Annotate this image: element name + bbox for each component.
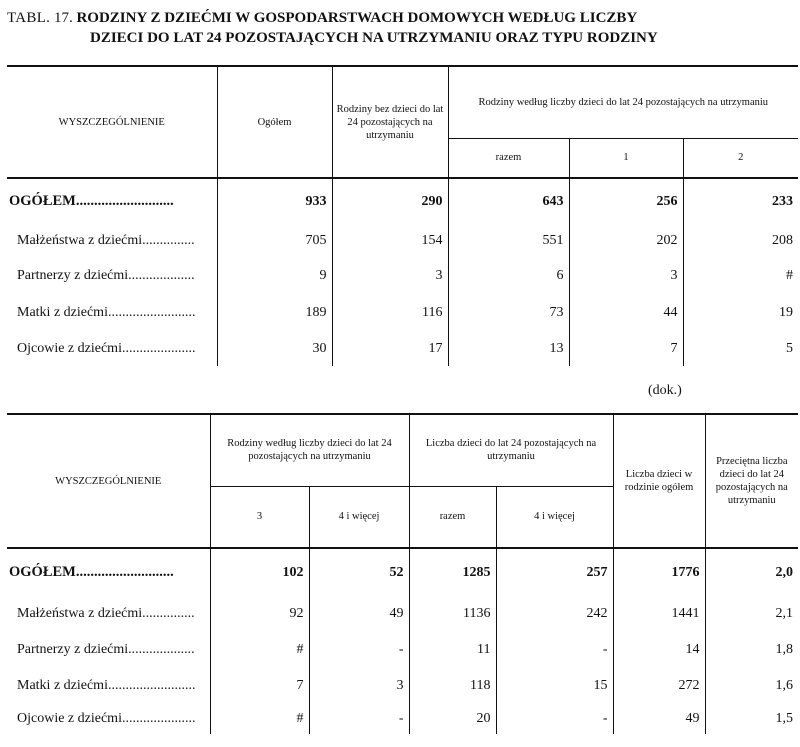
cell: - bbox=[309, 632, 409, 668]
cell: 233 bbox=[683, 178, 798, 224]
header-2-children: 2 bbox=[683, 138, 798, 178]
cell: 15 bbox=[496, 668, 613, 704]
header-family-children: Liczba dzieci w rodzinie ogółem bbox=[613, 414, 705, 548]
cell: 202 bbox=[569, 224, 683, 258]
cell: 643 bbox=[448, 178, 569, 224]
row-label: Matki z dziećmi......................... bbox=[17, 305, 196, 320]
header-razem: razem bbox=[409, 486, 496, 548]
row-label: Partnerzy z dziećmi................... bbox=[17, 642, 195, 657]
cell: 551 bbox=[448, 224, 569, 258]
row-label: Matki z dziećmi......................... bbox=[17, 678, 196, 693]
row-label: Partnerzy z dziećmi................... bbox=[17, 268, 195, 283]
header-by-children: Rodziny według liczby dzieci do lat 24 pozostających na utrzymaniu bbox=[448, 66, 798, 138]
header-4plus-children: 4 i więcej bbox=[309, 486, 409, 548]
cell: 1,5 bbox=[705, 704, 798, 734]
cell: 1136 bbox=[409, 596, 496, 632]
table-part-2 bbox=[7, 413, 798, 734]
row-label: Małżeństwa z dziećmi............... bbox=[17, 233, 195, 248]
cell: 933 bbox=[217, 178, 332, 224]
header-4plus-count: 4 i więcej bbox=[496, 486, 613, 548]
table-number: 17. bbox=[53, 10, 73, 26]
header-spec: WYSZCZEGÓLNIENIE bbox=[7, 66, 217, 178]
cell: 257 bbox=[496, 548, 613, 596]
table-title bbox=[7, 8, 797, 48]
cell: 2,0 bbox=[705, 548, 798, 596]
cell: 3 bbox=[332, 258, 448, 294]
header-total: Ogółem bbox=[217, 66, 332, 178]
cell: 242 bbox=[496, 596, 613, 632]
header-children-count: Liczba dzieci do lat 24 pozostających na utrzymaniu bbox=[409, 414, 613, 486]
cell: 102 bbox=[210, 548, 309, 596]
cell: 7 bbox=[210, 668, 309, 704]
header-3-children: 3 bbox=[210, 486, 309, 548]
cell: 13 bbox=[448, 332, 569, 366]
row-label: OGÓŁEM........................... bbox=[9, 193, 174, 209]
cell: 20 bbox=[409, 704, 496, 734]
cell: # bbox=[210, 704, 309, 734]
cell: 705 bbox=[217, 224, 332, 258]
header-no-children: Rodziny bez dzieci do lat 24 pozostających na utrzymaniu bbox=[332, 66, 448, 178]
cell: - bbox=[496, 704, 613, 734]
cell: 11 bbox=[409, 632, 496, 668]
cell: 116 bbox=[332, 294, 448, 332]
cell: 2,1 bbox=[705, 596, 798, 632]
header-razem: razem bbox=[448, 138, 569, 178]
continuation-note: (dok.) bbox=[648, 383, 682, 398]
cell: - bbox=[309, 704, 409, 734]
cell: 92 bbox=[210, 596, 309, 632]
cell: 290 bbox=[332, 178, 448, 224]
cell: # bbox=[683, 258, 798, 294]
row-label: Małżeństwa z dziećmi............... bbox=[17, 606, 195, 621]
cell: 154 bbox=[332, 224, 448, 258]
cell: 1776 bbox=[613, 548, 705, 596]
header-average: Przeciętna liczba dzieci do lat 24 pozostających na utrzymaniu bbox=[705, 414, 798, 548]
cell: 73 bbox=[448, 294, 569, 332]
cell: 1,8 bbox=[705, 632, 798, 668]
row-label: Ojcowie z dziećmi..................... bbox=[17, 341, 196, 356]
cell: 189 bbox=[217, 294, 332, 332]
cell: 52 bbox=[309, 548, 409, 596]
header-by-children: Rodziny według liczby dzieci do lat 24 pozostających na utrzymaniu bbox=[210, 414, 409, 486]
cell: 49 bbox=[613, 704, 705, 734]
table-prefix: TABL. bbox=[7, 10, 51, 26]
header-spec: WYSZCZEGÓLNIENIE bbox=[7, 414, 210, 548]
header-1-child: 1 bbox=[569, 138, 683, 178]
cell: 118 bbox=[409, 668, 496, 704]
row-label: Ojcowie z dziećmi..................... bbox=[17, 711, 196, 726]
cell: 208 bbox=[683, 224, 798, 258]
title-line-2: DZIECI DO LAT 24 POZOSTAJĄCYCH NA UTRZYMANIU ORAZ TYPU RODZINY bbox=[90, 30, 658, 46]
title-line-1: RODZINY Z DZIEĆMI W GOSPODARSTWACH DOMOWYCH WEDŁUG LICZBY bbox=[76, 10, 638, 26]
row-label: OGÓŁEM........................... bbox=[9, 564, 174, 580]
cell: # bbox=[210, 632, 309, 668]
cell: - bbox=[496, 632, 613, 668]
cell: 3 bbox=[569, 258, 683, 294]
cell: 44 bbox=[569, 294, 683, 332]
cell: 5 bbox=[683, 332, 798, 366]
cell: 1,6 bbox=[705, 668, 798, 704]
cell: 49 bbox=[309, 596, 409, 632]
cell: 7 bbox=[569, 332, 683, 366]
cell: 3 bbox=[309, 668, 409, 704]
cell: 17 bbox=[332, 332, 448, 366]
table-part-1 bbox=[7, 65, 798, 366]
cell: 14 bbox=[613, 632, 705, 668]
cell: 256 bbox=[569, 178, 683, 224]
cell: 1441 bbox=[613, 596, 705, 632]
cell: 9 bbox=[217, 258, 332, 294]
cell: 30 bbox=[217, 332, 332, 366]
cell: 6 bbox=[448, 258, 569, 294]
cell: 1285 bbox=[409, 548, 496, 596]
cell: 19 bbox=[683, 294, 798, 332]
cell: 272 bbox=[613, 668, 705, 704]
